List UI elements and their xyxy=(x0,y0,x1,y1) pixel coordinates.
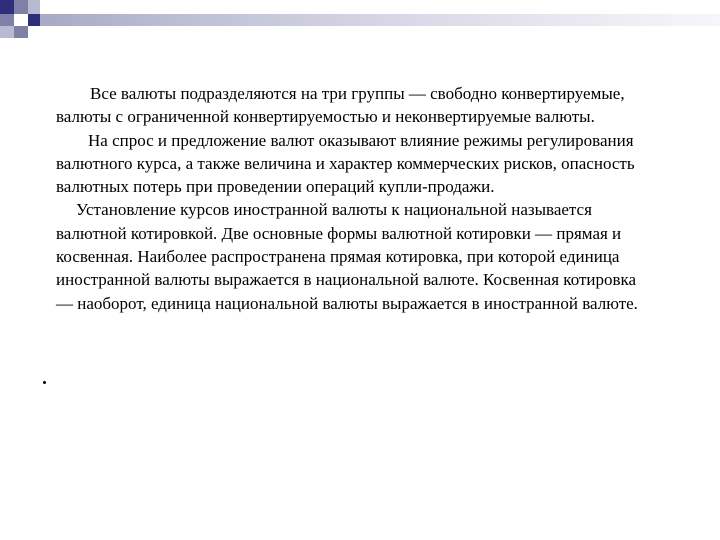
decor-square-slate-3 xyxy=(14,26,28,38)
paragraph-supply-demand: На спрос и предложение валют оказывают влияние режимы регулирования валютного курса, а также величина и характер коммерческих рисков, опасность валютных потерь при проведении операций купли-продажи. xyxy=(56,130,635,197)
decor-square-slate-1 xyxy=(14,0,28,14)
decor-square-navy-2 xyxy=(28,14,40,26)
paragraph-currency-quotation: Установление курсов иностранной валюты к национальной называется валютной котировкой. Две основные формы валютной котировки — прямая и косвенная. Наиболее распространена прямая котировка, при которой единица иностранной валюты выражается в национальной валюте. Косвенная котировка — наоборот, единица национальной валюты выражается в иностранной валюте. xyxy=(56,200,638,313)
header-gradient-bar xyxy=(40,14,720,26)
bullet-dot xyxy=(43,381,46,384)
decor-square-light-1 xyxy=(28,0,40,14)
decor-square-navy-1 xyxy=(0,0,14,14)
slide-body-text xyxy=(56,82,656,315)
decor-square-slate-2 xyxy=(0,14,14,26)
decor-square-light-2 xyxy=(0,26,14,38)
header-decoration xyxy=(0,0,720,40)
paragraph-currency-groups: Все валюты подразделяются на три группы — свободно конвертируемые, валюты с ограниченной конвертируемостью и неконвертируемые валюты. xyxy=(56,84,625,127)
